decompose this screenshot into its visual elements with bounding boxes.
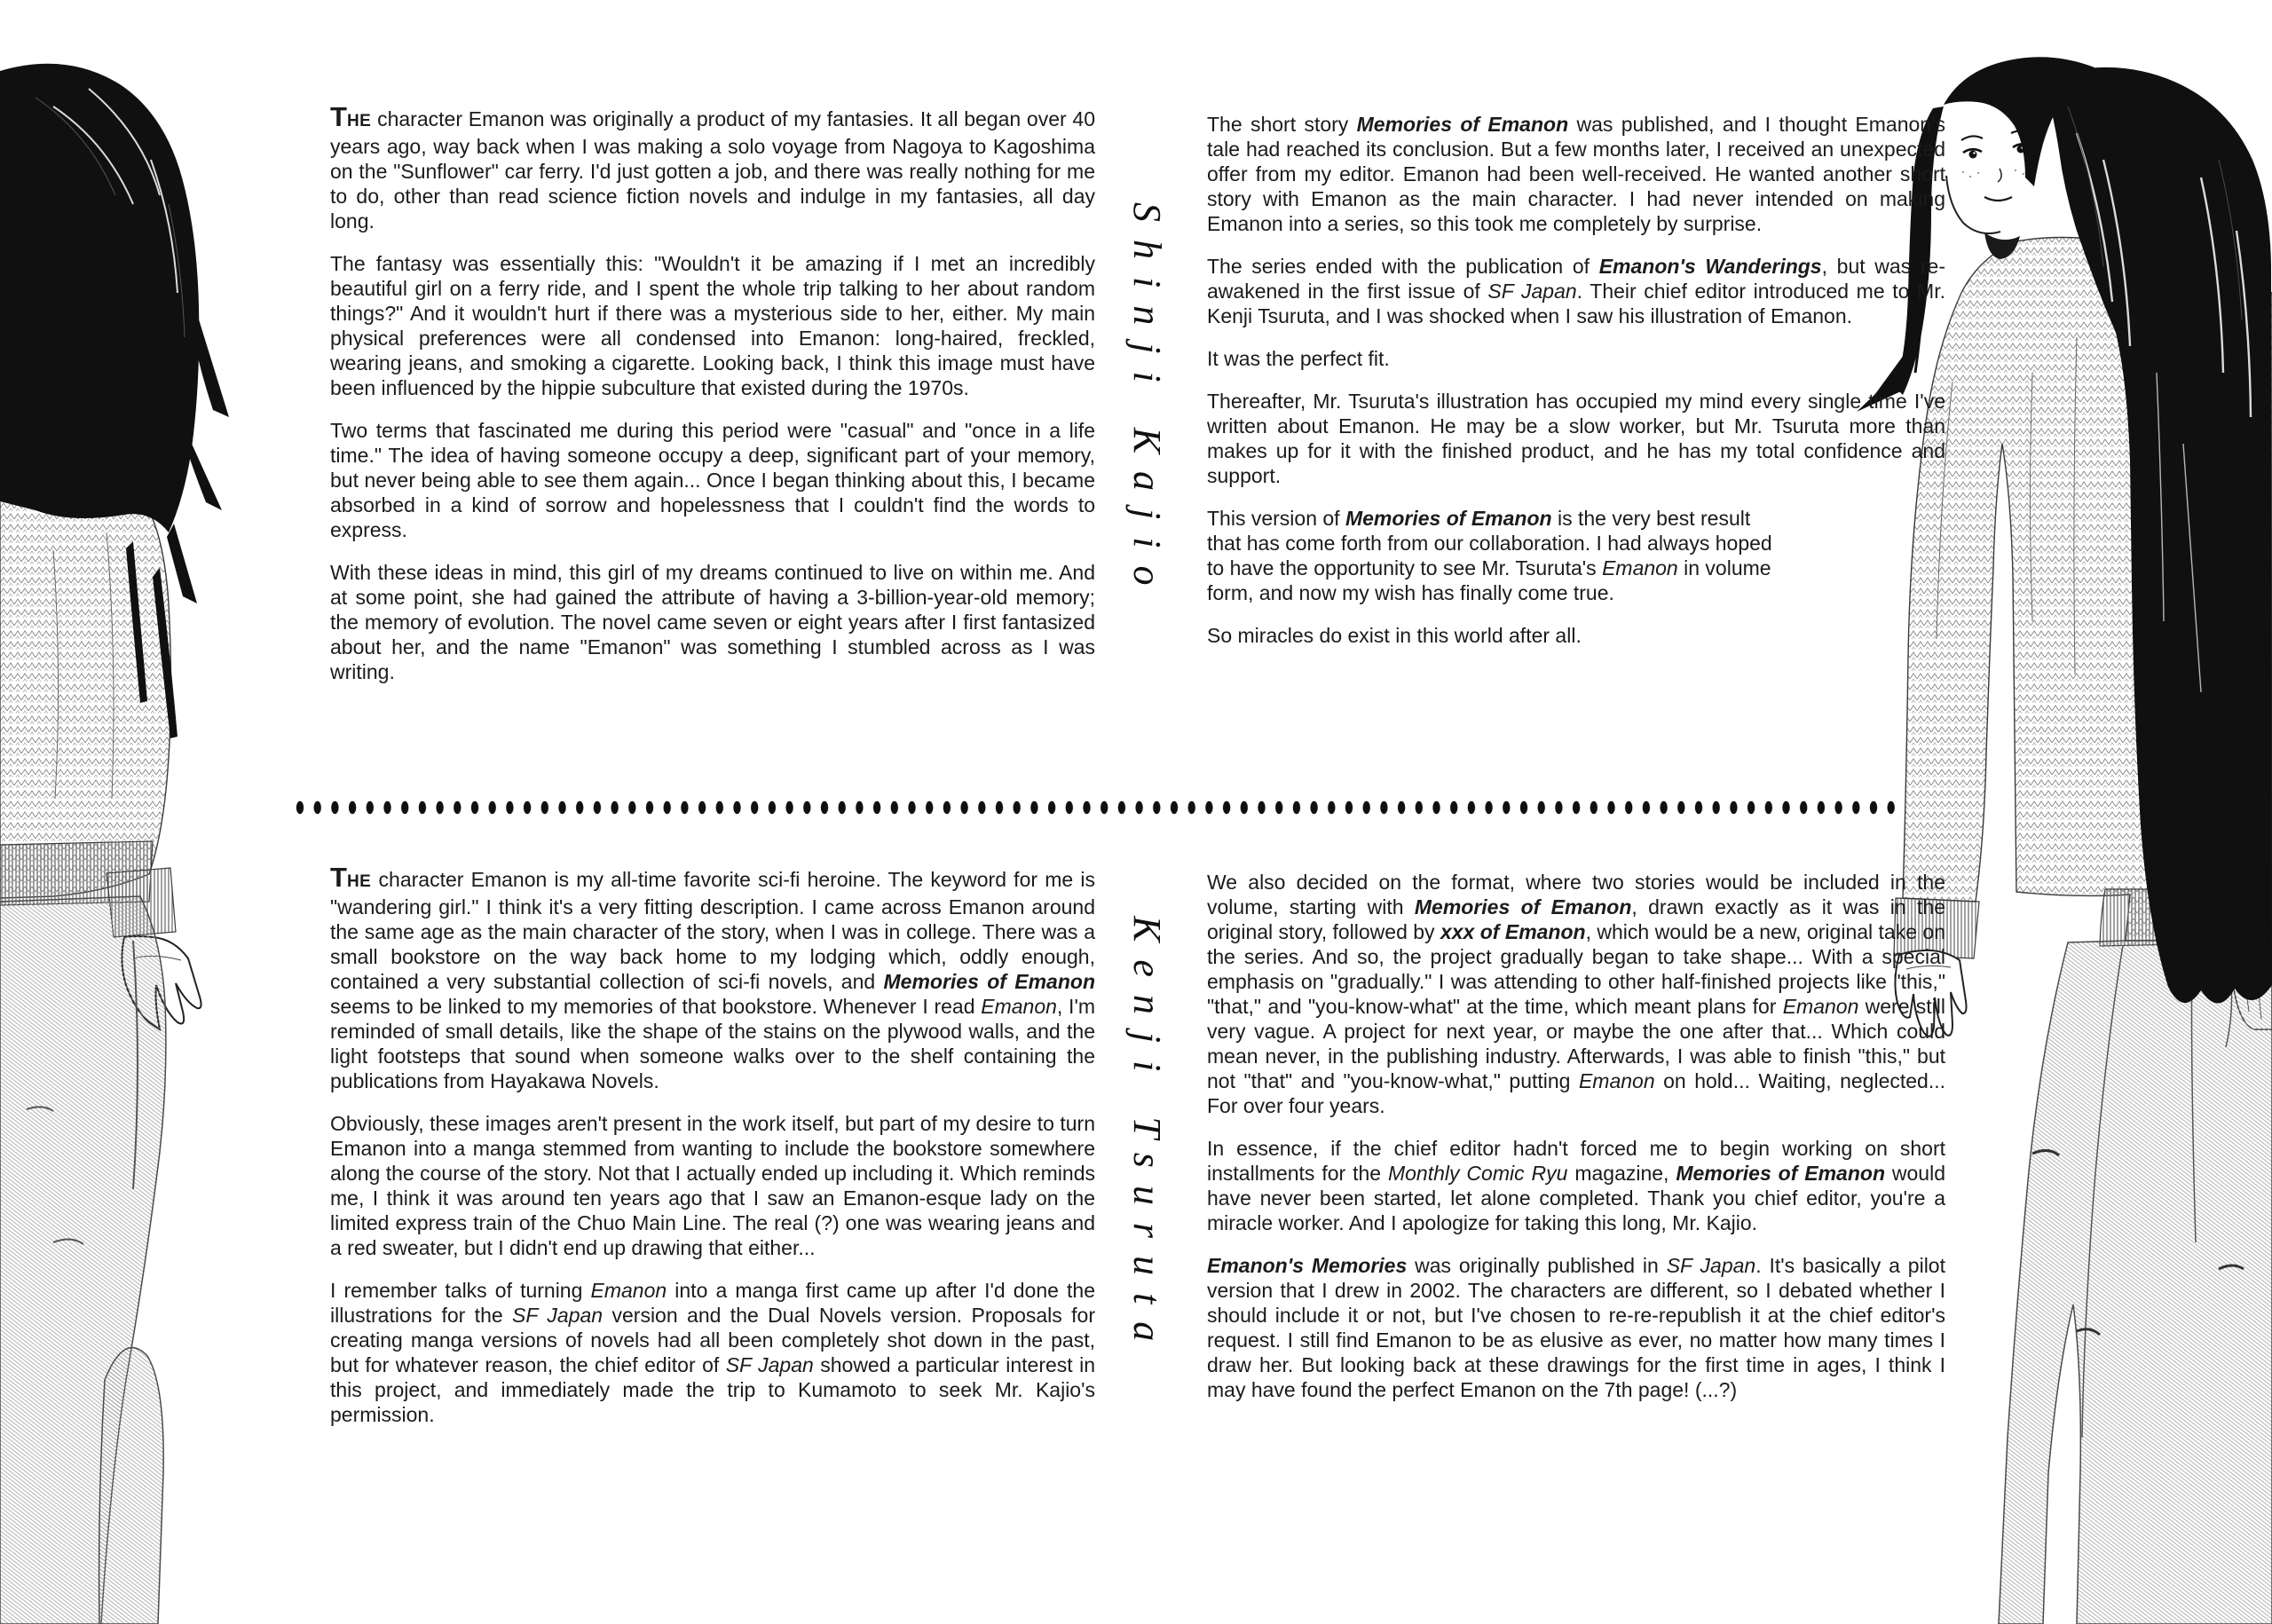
text-segment: was published, and I thought Emanon's tale had reached its conclusion. But a few months later, I received an unexpected offer from my editor. Emanon had been well-received. He wanted another short story with Emanon as the main character. I had never intended on making Emanon into a series, so this took me completely by surprise. [1207, 113, 1945, 235]
text-segment: in volume form, and now my wish has finally come true. [1207, 556, 1771, 604]
text-segment-i: SF Japan [1487, 280, 1577, 303]
text-segment: was originally published in [1407, 1254, 1667, 1277]
text-segment: The series ended with the publication of [1207, 255, 1599, 278]
text-segment-i: SF Japan [725, 1353, 814, 1376]
text-segment: version and the Dual Novels version. Proposals for creating manga versions of novels had all been completely shot down in the past, but for whatever reason, the chief editor of [330, 1304, 1096, 1376]
text-segment: I remember talks of turning [330, 1279, 591, 1302]
paragraph [1207, 1136, 1945, 1235]
text-segment: , which would be a new, original take on the series. And so, the project gradually began to take shape... With a special emphasis on "gradually." I was attending to other half-finished projects like "this," "that," and "you-know-what" at the time, which meant plans for [1207, 920, 1945, 1018]
sweater [0, 497, 176, 937]
paragraph [330, 560, 1095, 684]
text-segment: Thereafter, Mr. Tsuruta's illustration has occupied my mind every single time I've written about Emanon. He may be a slow worker, but Mr. Tsuruta more than makes up for it with the finished product, and he has my total confidence and support. [1207, 390, 1945, 487]
text-segment: With these ideas in mind, this girl of my dreams continued to live on within me. And at some point, she had gained the attribute of having a 3-billion-year-old memory; the memory of evolution. The novel came seven or eight years after I first fantasized about her, and the name "Emanon" was something I stumbled across as I was writing. [330, 561, 1095, 683]
paragraph [1207, 112, 1945, 236]
text-segment: into a manga first came up after I'd done the illustrations for the [330, 1279, 1095, 1327]
text-segment: The short story [1207, 113, 1357, 136]
text-segment: The fantasy was essentially this: "Wouldn't it be amazing if I met an incredibly beautiful girl on a ferry ride, and I spent the whole trip talking to her about random things?" And it wouldn't hurt if there was a mysterious side to her, either. My main physical preferences were all condensed into Emanon: long-haired, freckled, wearing jeans, and smoking a cigarette. Looking back, I think this image must have been influenced by the hippie subculture that existed during the 1970s. [330, 252, 1095, 399]
tsuruta-essay-left-column [330, 862, 1096, 1445]
paragraph [330, 1111, 1095, 1260]
text-segment: This version of [1207, 507, 1345, 530]
text-segment: , but was re-awakened in the first issue of [1207, 255, 1945, 303]
text-segment-leadsm: HE [346, 872, 372, 891]
text-segment: Two terms that fascinated me during this period were "casual" and "once in a life time." The idea of having someone occupy a deep, significant part of your memory, but never being able to see them again... Once I began thinking about this, I became absorbed in a kind of sorrow and hopelessness that I couldn't find the words to express. [330, 419, 1095, 541]
kajio-essay-right-column [1207, 112, 1945, 666]
text-segment: character Emanon was originally a product of my fantasies. It all began over 40 years ago, way back when I was making a solo voyage from Nagoya to Kagoshima on the "Sunflower" car ferry. I'd just gotten a job, and there was really nothing for me to do, other than read science fiction novels and indulge in my fantasies, all day long. [330, 107, 1095, 233]
text-segment: . It's basically a pilot version that I drew in 2002. The characters are different, so I debated whether I should include it or not, but I've chosen to re-re-republish it at the chief editor's request. I still find Emanon to be as elusive as ever, no matter how many times I draw her. But looking back at these drawings for the first time in ages, I think I may have found the perfect Emanon on the 7th page! (...?) [1207, 1254, 1945, 1401]
paragraph [1207, 623, 1945, 648]
text-segment: on hold... Waiting, neglected... For over four years. [1207, 1069, 1945, 1117]
text-segment: In essence, if the chief editor hadn't forced me to begin working on short installments for the [1207, 1137, 1945, 1185]
tsuruta-essay-right-column [1207, 870, 1945, 1420]
text-segment-bi: Memories of Emanon [1676, 1162, 1885, 1185]
dotted-divider [296, 800, 1904, 815]
text-segment: would have never been started, let alone completed. Thank you chief editor, you're a miracle worker. And I apologize for taking this long, Mr. Kajio. [1207, 1162, 1946, 1234]
text-segment-i: Monthly Comic Ryu [1387, 1162, 1568, 1185]
text-segment-i: SF Japan [512, 1304, 604, 1327]
jeans [0, 896, 166, 1624]
text-segment-leadsm: HE [346, 112, 372, 130]
text-segment: . Their chief editor introduced me to Mr. Kenji Tsuruta, and I was shocked when I saw his illustration of Emanon. [1207, 280, 1946, 327]
paragraph [1207, 389, 1945, 488]
text-segment-i: SF Japan [1666, 1254, 1756, 1277]
text-segment-i: Emanon [1578, 1069, 1655, 1092]
text-segment-bi: Memories of Emanon [883, 970, 1095, 993]
text-segment: showed a particular interest in this project, and immediately made the trip to Kumamoto to seek Mr. Kajio's permission. [330, 1353, 1096, 1426]
text-segment-i: Emanon [1602, 556, 1678, 579]
text-segment: , drawn exactly as it was in the original story, followed by [1207, 895, 1945, 943]
text-segment: magazine, [1567, 1162, 1676, 1185]
text-segment-bi: Emanon's Wanderings [1598, 255, 1822, 278]
emanon-partial-figure-illustration [0, 0, 320, 1624]
text-segment: were still very vague. A project for next year, or maybe the one after that... Which could mean never, in the publishing industry. Afterwards, I was able to finish "this," but not "that" and "you-know-what," putting [1207, 995, 1945, 1092]
paragraph [330, 1278, 1095, 1427]
kajio-essay-left-column [330, 101, 1095, 702]
text-segment: , I'm reminded of small details, like the shape of the stains on the plywood walls, and the light footsteps that sound when someone walks over to the shelf containing the publications from Hayakawa Novels. [330, 995, 1095, 1092]
text-segment: Obviously, these images aren't present in the work itself, but part of my desire to turn Emanon into a manga stemmed from wanting to include the bookstore somewhere along the course of the story. Not that I actually ended up including it. Which reminds me, I think it was around ten years ago that I saw an Emanon-esque lady on the limited express train of the Chuo Main Line. The real (?) one was wearing jeans and a red sweater, but I didn't end up drawing that either... [330, 1112, 1095, 1259]
text-segment-bi: Memories of Emanon [1356, 113, 1569, 136]
text-segment-bi: xxx of Emanon [1440, 920, 1586, 943]
text-segment-i: Emanon [981, 995, 1057, 1018]
text-segment-i: Emanon [590, 1279, 667, 1302]
jeans [1999, 939, 2272, 1624]
author-name-shinji-kajio: Shinji Kajio [1125, 202, 1169, 603]
text-segment-leadcap: T [330, 862, 347, 893]
text-segment: It was the perfect fit. [1207, 347, 1390, 370]
paragraph [1207, 1253, 1945, 1402]
paragraph [330, 251, 1095, 400]
text-segment-leadcap: T [330, 101, 347, 132]
paragraph [1207, 870, 1945, 1118]
text-segment: character Emanon is my all-time favorite sci-fi heroine. The keyword for me is "wandering girl." I think it's a very fitting description. I came across Emanon around the same age as the main character of the story, when I was in college. There was a small bookstore on the way back home to my lodging which, oddly enough, contained a very substantial collection of sci-fi novels, and [330, 868, 1095, 993]
author-name-kenji-tsuruta: Kenji Tsuruta [1125, 916, 1169, 1360]
text-segment: We also decided on the format, where two stories would be included in the volume, starting with [1207, 871, 1945, 918]
text-segment-i: Emanon [1782, 995, 1859, 1018]
paragraph [1207, 506, 1784, 605]
paragraph [330, 862, 1095, 1093]
text-segment: is the very best result that has come forth from our collaboration. I had always hoped to have the opportunity to see Mr. Tsuruta's [1207, 507, 1772, 579]
text-segment-bi: Memories of Emanon [1345, 507, 1552, 530]
paragraph [330, 418, 1095, 542]
paragraph [330, 101, 1095, 233]
text-segment: seems to be linked to my memories of that bookstore. Whenever I read [330, 995, 982, 1018]
text-segment-bi: Emanon's Memories [1207, 1254, 1408, 1277]
paragraph [1207, 346, 1945, 371]
paragraph [1207, 254, 1945, 328]
text-segment: So miracles do exist in this world after all. [1207, 624, 1582, 647]
text-segment-bi: Memories of Emanon [1414, 895, 1632, 918]
